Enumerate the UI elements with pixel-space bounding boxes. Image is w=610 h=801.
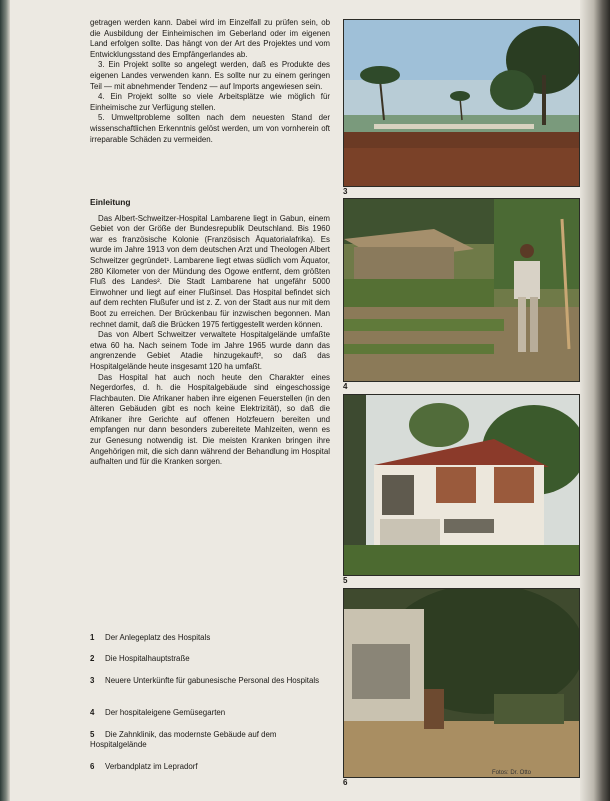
paragraph-5: Das Albert-Schweitzer-Hospital Lambarene liegt in Gabun, einem Gebiet von der Größe der Bundesrepublik Deutschland. Bis 1960 war es französische Kolonie (Französisch Äquatorialafrika). Es wurde im Jahre 1913 von dem deutschen Arzt und Theologen Albert Schweitzer gegründet¹. Lambarene liegt etwas südlich vom Äquator, 280 Kilometer von der Mündung des Ogowe entfernt, dem größten Fluß des Landes². Die Stadt Lambarene hat ungefähr 5000 Einwohner und liegt auf einer Flußinsel. Das Hospital befindet sich auf dem rechten Flußufer und ist z. Z. von der Stadt aus nur mit dem Boot zu erreichen. Der Brückenbau für inzwischen begonnen. Man rechnet damit, daß die Brücken 1975 fertiggestellt werden können.: [90, 213, 330, 329]
page-right-edge: [580, 0, 610, 801]
page-left-edge: [0, 0, 10, 801]
caption-text: Der Anlegeplatz des Hospitals: [105, 633, 211, 642]
photo-number-3: 3: [343, 187, 348, 196]
caption-1: [90, 633, 330, 643]
section-heading: Einleitung: [90, 197, 131, 207]
caption-number: 4: [90, 708, 95, 717]
caption-text: Der hospitaleigene Gemüsegarten: [105, 708, 226, 717]
caption-number: 3: [90, 676, 95, 685]
caption-number: 1: [90, 633, 95, 642]
caption-number: 2: [90, 654, 95, 663]
photo-vegetable-garden: [343, 198, 580, 382]
caption-text: Die Zahnklinik, das modernste Gebäude auf dem Hospitalgelände: [90, 730, 277, 749]
caption-2: [90, 654, 330, 664]
photo-landing-place: [343, 19, 580, 187]
caption-5: [90, 730, 330, 750]
paragraph-2: 3. Ein Projekt sollte so angelegt werden, daß es Produkte des eigenen Landes verwenden kann. Es sollte nur zu einem geringen Teil — mit abnehmender Tendenz — auf Imports angewiesen sein.: [90, 60, 330, 91]
paragraph-3: 4. Ein Projekt sollte so viele Arbeitsplätze wie möglich für Einheimische zur Verfügung stellen.: [90, 92, 330, 112]
caption-text: Verbandplatz im Lepradorf: [105, 762, 198, 771]
photo-number-6: 6: [343, 778, 348, 787]
photo-dressing-station: [343, 588, 580, 778]
caption-6: [90, 762, 330, 772]
caption-text: Die Hospitalhauptstraße: [105, 654, 190, 663]
caption-number: 6: [90, 762, 95, 771]
paragraph-7: Das Hospital hat auch noch heute den Charakter eines Negerdorfes, d. h. die Hospitalgebäude sind eingeschossige Flachbauten. Die Afrikaner haben ihre eigenen Feuerstellen (in den älteren Gebäuden gibt es noch keine Elektrizität), so daß die Afrikaner ihre Gerichte auf offenen Holzfeuern bereiten und empfangen nur dann besonders zubereitete Mahlzeiten, wenn es zur Genesung notwendig ist. Die meisten Kranken bringen ihre Angehörigen mit, die sich dann während der Behandlung im Hospital aufhalten und für die Kranken sorgen.: [90, 372, 330, 467]
caption-4: [90, 708, 330, 718]
caption-text: Neuere Unterkünfte für gabunesische Personal des Hospitals: [105, 676, 320, 685]
paragraph-1: getragen werden kann. Dabei wird im Einzelfall zu prüfen sein, ob die Ausbildung der Einheimischen im Geberland oder im eigenen Land erfolgen sollte. Das hängt von der Art des Projektes und vom Entwicklungsstand des Empfängerlandes ab.: [90, 18, 330, 59]
photo-number-4: 4: [343, 382, 348, 391]
paragraph-6: Das von Albert Schweitzer verwaltete Hospitalgelände umfaßte etwa 60 ha. Nach seinem Tode im Jahre 1965 wurde dann das angrenzende Gebiet Atadie hinzugekauft³, so daß das Hospitalgelände heute insgesamt 120 ha umfaßt.: [90, 330, 330, 371]
caption-3: [90, 676, 330, 686]
paragraph-4: 5. Umweltprobleme sollten nach dem neuesten Stand der wissenschaftlichen Erkenntnis gelöst werden, um von vornherein oft irreparable Schäden zu vermeiden.: [90, 113, 330, 144]
caption-number: 5: [90, 730, 95, 739]
photo-dental-clinic: [343, 394, 580, 576]
photo-credit: Fotos: Dr. Otto: [492, 770, 532, 776]
body-text-top: [90, 18, 330, 145]
photo-number-5: 5: [343, 576, 348, 585]
introduction-section: [90, 197, 330, 468]
